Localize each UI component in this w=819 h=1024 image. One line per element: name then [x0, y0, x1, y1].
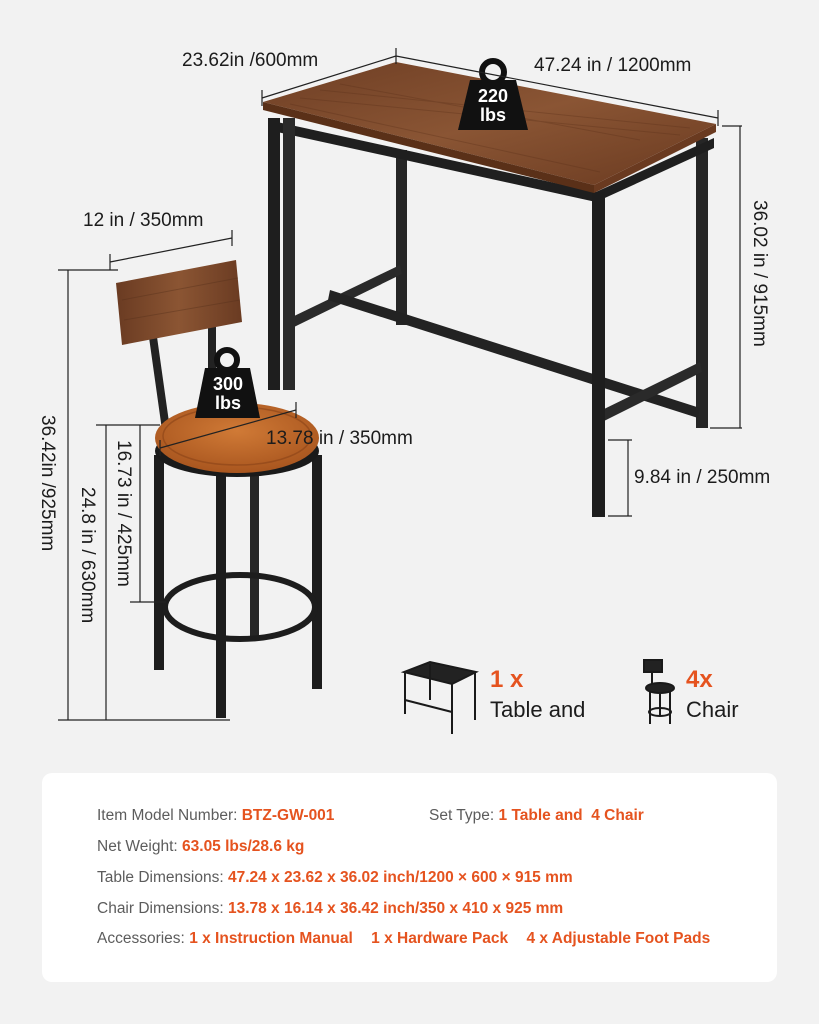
spec-weight-row	[97, 838, 304, 856]
spec-table-dim-value: 47.24 x 23.62 x 36.02 inch/1200 × 600 × 915 mm	[227, 869, 573, 886]
spec-weight-value: 63.05 lbs/28.6 kg	[182, 838, 305, 855]
table-width-label: 47.24 in / 1200mm	[534, 55, 692, 76]
table-qty: 1 x	[490, 666, 524, 693]
table-weight-label	[463, 87, 523, 125]
spec-chair-dim-label: Chair Dimensions:	[97, 900, 224, 917]
table-weight-value: 220	[477, 86, 509, 106]
spec-chair-dim-value: 13.78 x 16.14 x 36.42 inch/350 x 410 x 925 mm	[227, 900, 564, 917]
table-height-label: 36.02 in / 915mm	[749, 200, 770, 347]
spec-table-dim-label: Table Dimensions:	[97, 869, 224, 886]
chair-seat-ring-label: 16.73 in / 425mm	[113, 440, 134, 587]
spec-table-dim-row	[97, 869, 573, 887]
chair-back-width-label: 12 in / 350mm	[83, 210, 204, 231]
spec-weight-label: Net Weight:	[97, 838, 178, 855]
chair-weight-value: 300	[212, 374, 244, 394]
spec-accessory-3: 4 x Adjustable Foot Pads	[526, 930, 711, 947]
chair-qty-label: Chair	[686, 697, 739, 722]
spec-set-label: Set Type:	[429, 807, 495, 824]
table-weight-unit: lbs	[479, 105, 506, 125]
spec-accessory-2: 1 x Hardware Pack	[371, 930, 509, 947]
spec-accessories-label: Accessories:	[97, 930, 185, 947]
chair-weight-unit: lbs	[214, 393, 241, 413]
spec-model-value: BTZ-GW-001	[241, 807, 335, 824]
chair-seat-height-label: 24.8 in / 630mm	[77, 487, 98, 624]
chair-weight-label	[198, 375, 258, 413]
table-qty-label: Table and	[490, 697, 586, 722]
spec-chair-dim-row	[97, 900, 563, 918]
spec-set-row	[429, 807, 644, 825]
spec-model-label: Item Model Number:	[97, 807, 238, 824]
spec-model-row	[97, 807, 334, 825]
chair-qty: 4x	[686, 666, 713, 693]
spec-set-value: 1 Table and 4 Chair	[498, 807, 644, 824]
spec-accessories-row	[97, 930, 710, 948]
chair-seat-diameter-label: 13.78 in / 350mm	[266, 428, 413, 449]
table-small-icon	[404, 662, 476, 734]
spec-card	[42, 773, 777, 982]
chair-total-height-label: 36.42in /925mm	[37, 415, 58, 552]
chair-small-icon	[644, 660, 674, 724]
spec-accessory-1: 1 x Instruction Manual	[189, 930, 353, 947]
table-clearance-label: 9.84 in / 250mm	[634, 467, 771, 488]
table-depth-label: 23.62in /600mm	[182, 50, 319, 71]
